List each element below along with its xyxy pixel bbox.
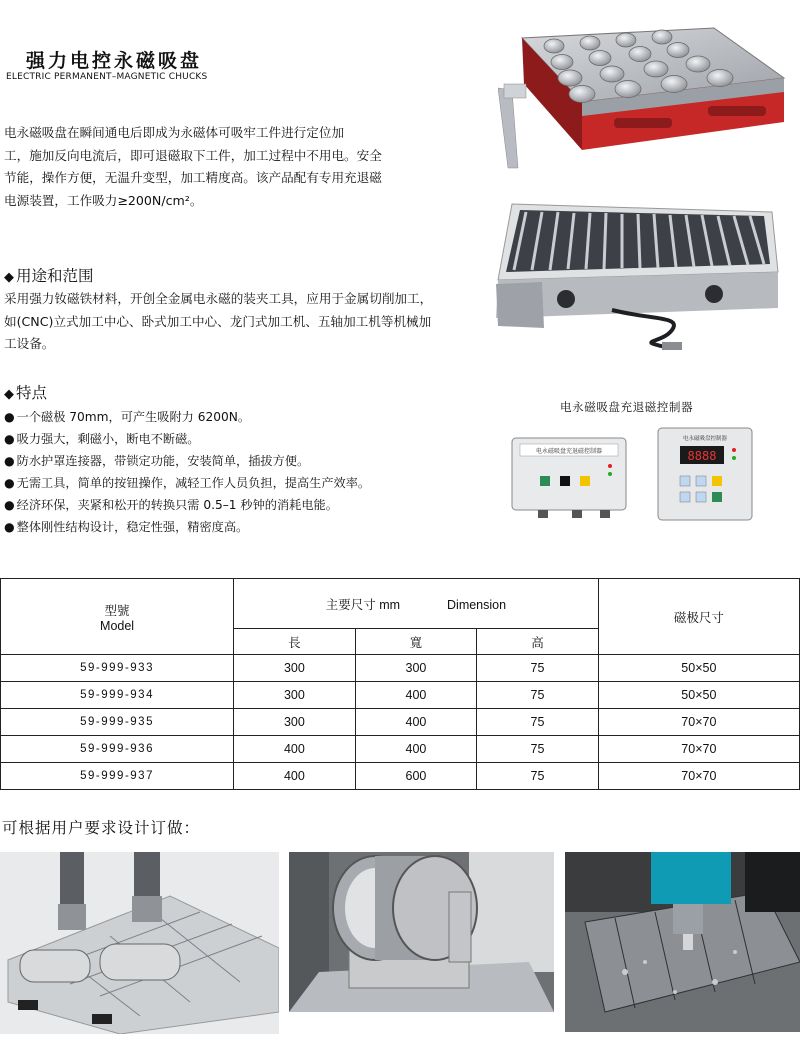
height-cell: 75 — [477, 655, 599, 682]
features-heading-text: 特点 — [16, 384, 48, 402]
features-list — [4, 406, 370, 538]
feature-item: ● 无需工具，简单的按钮操作，减轻工作人员负担，提高生产效率。 — [4, 472, 370, 494]
controller-2-label: 电永磁吸盘控制器 — [682, 436, 728, 442]
controller-1-label: 电永磁吸盘充退磁控制器 — [535, 448, 603, 455]
width-cell: 400 — [355, 682, 477, 709]
table-row — [1, 763, 800, 790]
model-cell: 59-999-936 — [1, 736, 234, 763]
length-cell: 400 — [234, 736, 356, 763]
height-cell: 75 — [477, 682, 599, 709]
application-photo-2 — [289, 852, 554, 1012]
model-header-en: Model — [100, 618, 135, 633]
usage-heading — [4, 264, 94, 286]
usage-paragraph — [4, 288, 474, 356]
square-chuck-photo — [498, 18, 790, 180]
page-subtitle: ELECTRIC PERMANENT–MAGNETIC CHUCKS — [6, 72, 208, 82]
led-display: 8888 — [687, 449, 717, 463]
pole-size-header: 磁极尺寸 — [598, 579, 799, 655]
width-header: 寬 — [355, 629, 477, 655]
diamond-bullet-icon: ◆ — [4, 270, 14, 285]
table-row — [1, 709, 800, 736]
usage-line: 如(CNC)立式加工中心、卧式加工中心、龙门式加工机、五轴加工机等机械加 — [4, 313, 432, 329]
custom-design-text: 可根据用户要求设计订做： — [2, 819, 201, 837]
pole-cell: 50×50 — [598, 655, 799, 682]
table-row — [1, 736, 800, 763]
application-photo-3 — [565, 852, 800, 1032]
height-cell: 75 — [477, 736, 599, 763]
model-header-cn: 型號 — [104, 603, 130, 618]
feature-item: ● 防水护罩连接器，带锁定功能，安装简单，插拔方便。 — [4, 450, 370, 472]
length-header: 長 — [234, 629, 356, 655]
feature-item: ● 一个磁极 70mm，可产生吸附力 6200N。 — [4, 406, 370, 428]
height-header: 高 — [477, 629, 599, 655]
dimension-header-cn: 主要尺寸 mm — [325, 597, 401, 612]
controller-panel-2-photo — [656, 426, 754, 526]
usage-line: 工设备。 — [4, 336, 55, 351]
width-cell: 300 — [355, 655, 477, 682]
model-cell: 59-999-934 — [1, 682, 234, 709]
dimension-header-en: Dimension — [447, 597, 507, 612]
controller-title: 电永磁吸盘充退磁控制器 — [560, 400, 694, 414]
pole-cell: 70×70 — [598, 709, 799, 736]
table-row — [1, 655, 800, 682]
table-row — [1, 682, 800, 709]
model-cell: 59-999-933 — [1, 655, 234, 682]
feature-item: ● 经济环保，夹紧和松开的转换只需 0.5–1 秒钟的消耗电能。 — [4, 494, 370, 516]
pole-cell: 70×70 — [598, 763, 799, 790]
length-cell: 400 — [234, 763, 356, 790]
controller-panel-1-photo — [510, 436, 630, 522]
intro-line: 电源装置，工作吸力≥200N/cm²。 — [4, 192, 203, 208]
pole-cell: 70×70 — [598, 736, 799, 763]
width-cell: 600 — [355, 763, 477, 790]
page-title: 强力电控永磁吸盘 — [26, 50, 203, 72]
model-header — [1, 579, 234, 655]
height-cell: 75 — [477, 709, 599, 736]
length-cell: 300 — [234, 655, 356, 682]
model-cell: 59-999-935 — [1, 709, 234, 736]
usage-heading-text: 用途和范围 — [16, 267, 94, 285]
usage-line: 采用强力钕磁铁材料，开创全金属电永磁的装夹工具，应用于金属切削加工， — [4, 291, 433, 306]
length-cell: 300 — [234, 709, 356, 736]
intro-paragraph — [4, 122, 404, 212]
length-cell: 300 — [234, 682, 356, 709]
model-cell: 59-999-937 — [1, 763, 234, 790]
intro-line: 节能，操作方便，无温升变型，加工精度高。该产品配有专用充退磁 — [4, 170, 382, 185]
feature-item: ● 吸力强大，剩磁小，断电不断磁。 — [4, 428, 370, 450]
intro-line: 电永磁吸盘在瞬间通电后即成为永磁体可吸牢工件进行定位加 — [4, 125, 345, 140]
diamond-bullet-icon: ◆ — [4, 387, 14, 402]
width-cell: 400 — [355, 736, 477, 763]
features-heading — [4, 381, 47, 403]
height-cell: 75 — [477, 763, 599, 790]
intro-line: 工，施加反向电流后，即可退磁取下工件，加工过程中不用电。安全 — [4, 147, 382, 163]
spec-table — [0, 578, 800, 790]
pole-cell: 50×50 — [598, 682, 799, 709]
rectangular-chuck-photo — [482, 198, 794, 358]
dimension-header — [234, 579, 599, 629]
width-cell: 400 — [355, 709, 477, 736]
application-photo-1 — [0, 852, 279, 1034]
feature-item: ● 整体刚性结构设计，稳定性强，精密度高。 — [4, 516, 370, 538]
